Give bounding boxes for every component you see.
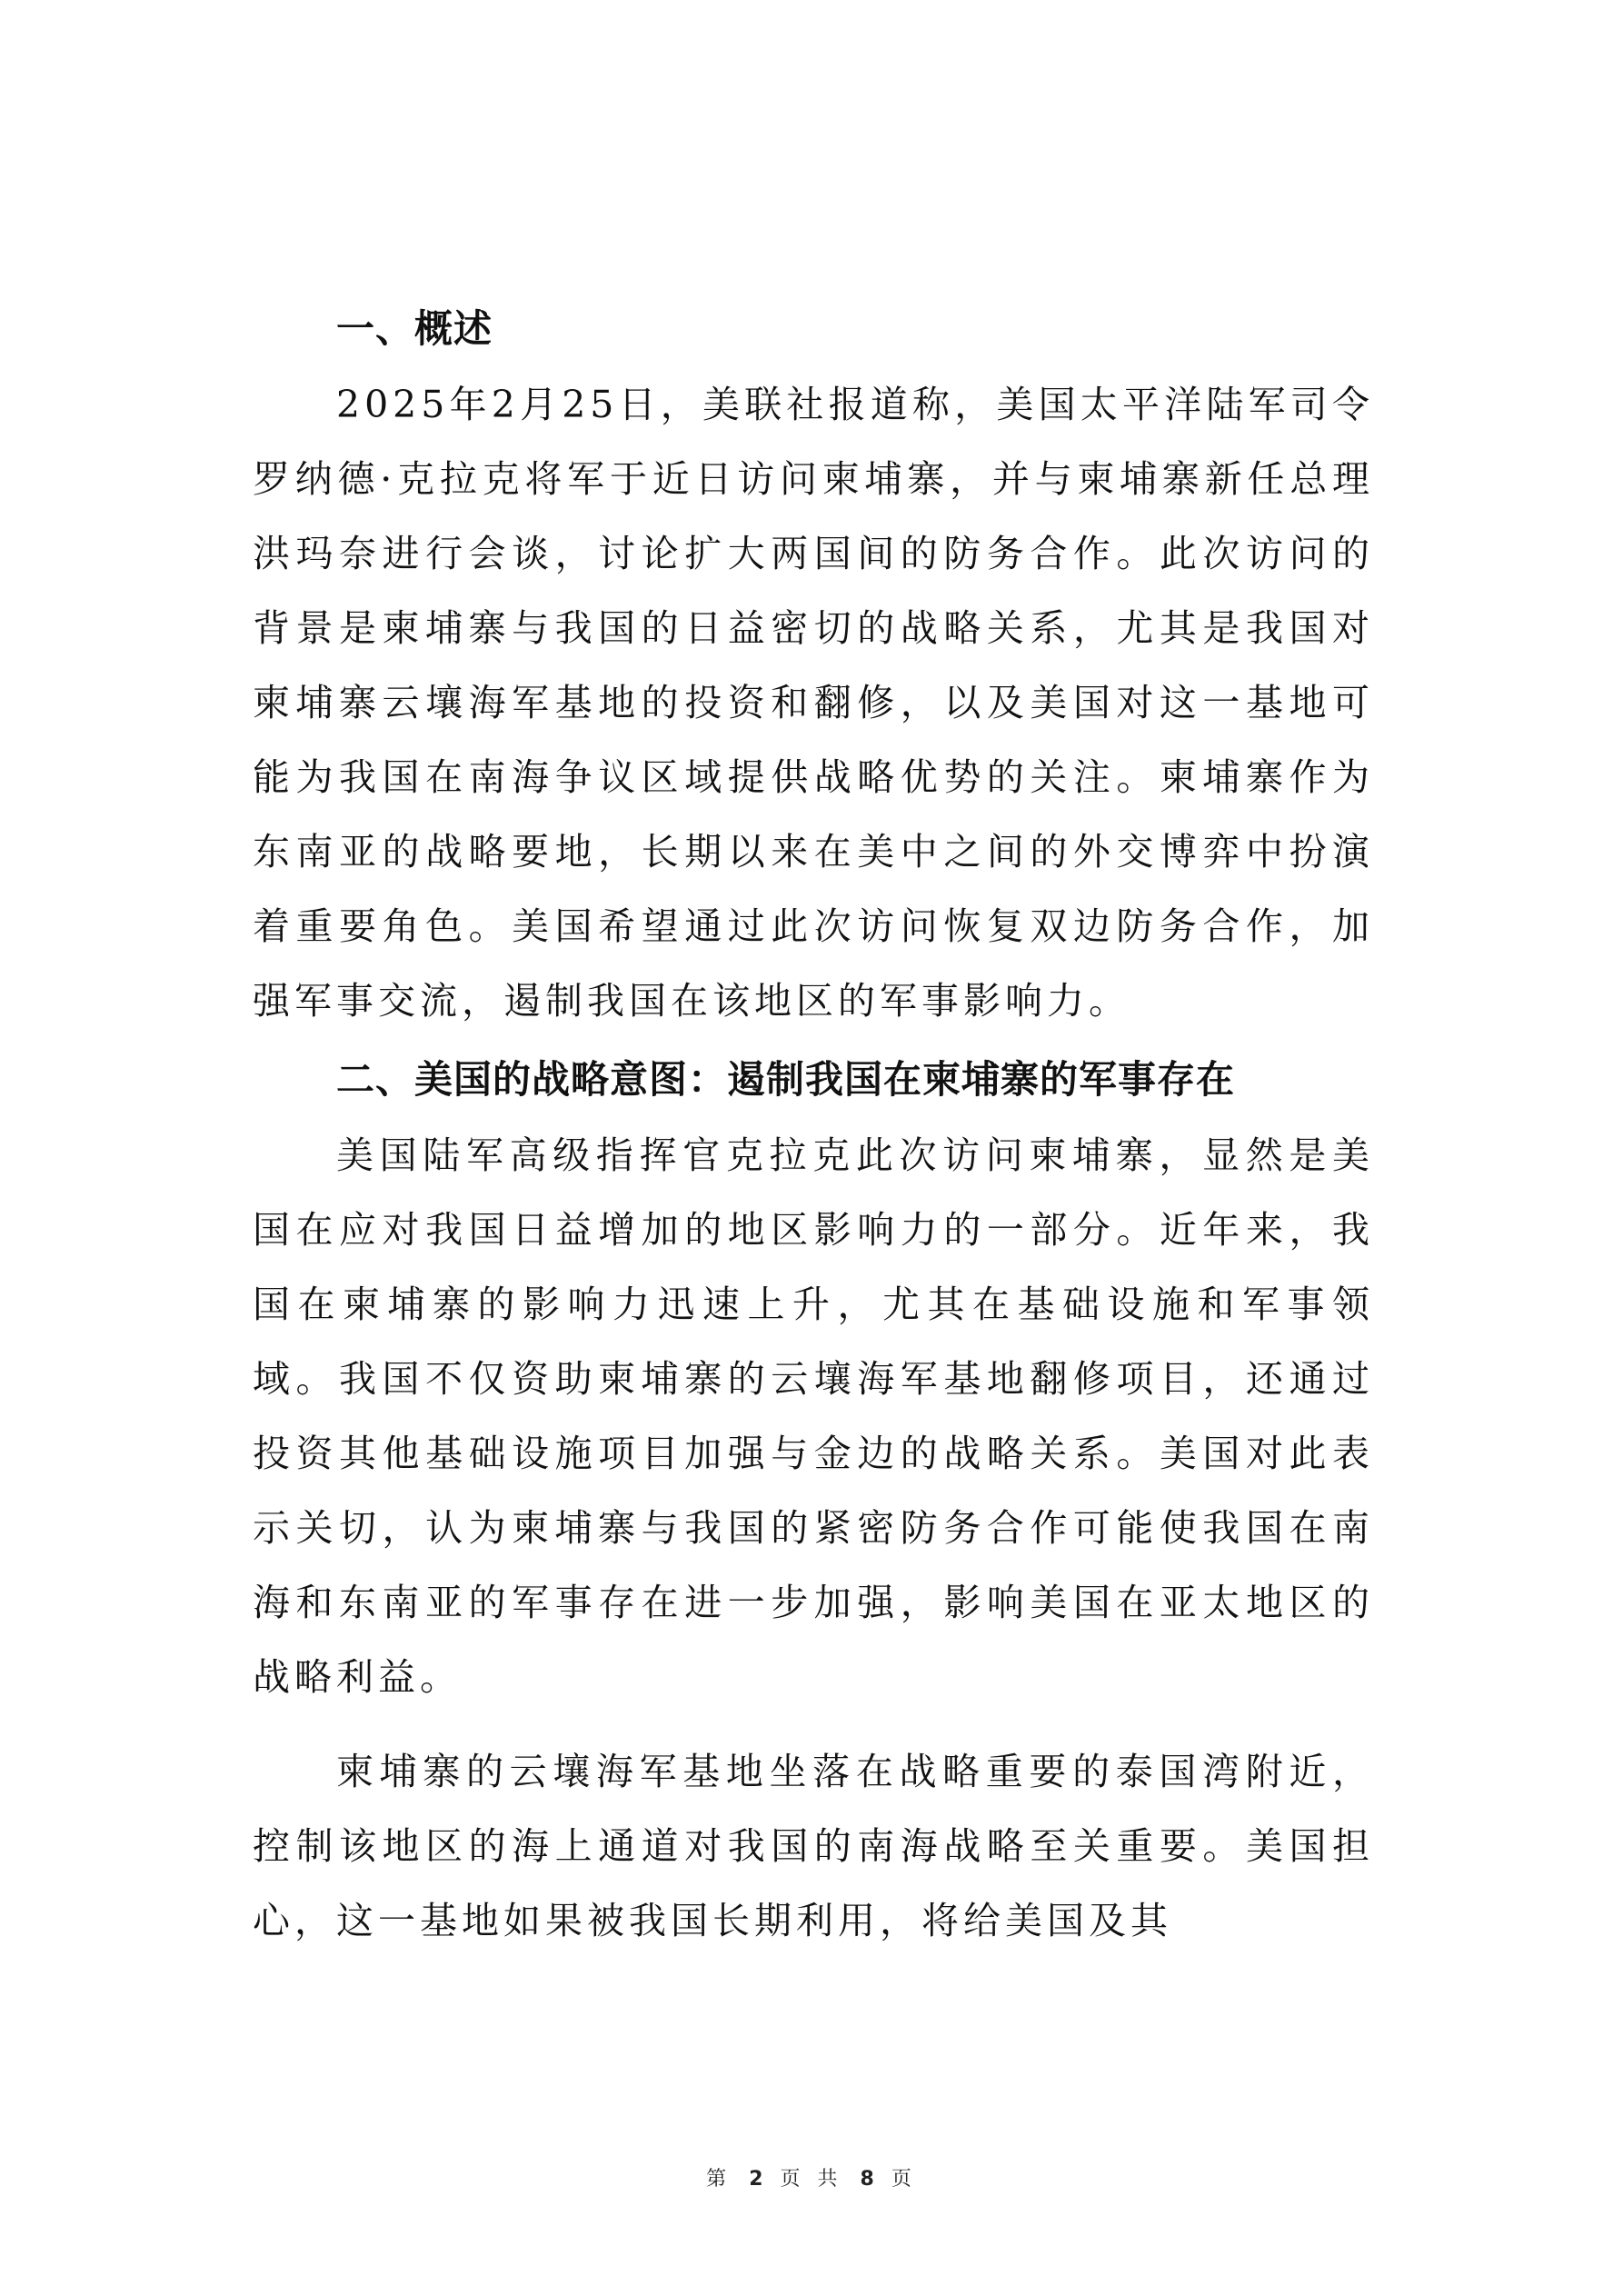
page-footer <box>0 2163 1623 2191</box>
paragraph-strategic-intent-1: 美国陆军高级指挥官克拉克此次访问柬埔寨，显然是美国在应对我国日益增加的地区影响力的一部分。近年来，我国在柬埔寨的影响力迅速上升，尤其在基础设施和军事领域。我国不仅资助柬埔寨的云壤海军基地翻修项目，还通过投资其他基础设施项目加强与金边的战略关系。美国对此表示关切，认为柬埔寨与我国的紧密防务合作可能使我国在南海和东南亚的军事存在进一步加强，影响美国在亚太地区的战略利益。 <box>253 1133 1374 1699</box>
document-body <box>253 291 1374 1958</box>
total-page-number: 8 <box>860 2168 874 2191</box>
footer-middle: 页 共 <box>780 2168 843 2191</box>
paragraph-strategic-intent-2: 柬埔寨的云壤海军基地坐落在战略重要的泰国湾附近，控制该地区的海上通道对我国的南海战略至关重要。美国担心，这一基地如果被我国长期利用，将给美国及其 <box>253 1750 1374 1942</box>
section-heading-strategic-intent: 二、美国的战略意图：遏制我国在柬埔寨的军事存在 <box>336 1057 1236 1102</box>
footer-prefix: 第 <box>706 2168 732 2191</box>
footer-suffix: 页 <box>891 2168 917 2191</box>
section-heading-overview: 一、概述 <box>336 306 493 351</box>
paragraph-overview: 2025年2月25日，美联社报道称，美国太平洋陆军司令罗纳德·克拉克将军于近日访问柬埔寨，并与柬埔寨新任总理洪玛奈进行会谈，讨论扩大两国间的防务合作。此次访问的背景是柬埔寨与我国的日益密切的战略关系，尤其是我国对柬埔寨云壤海军基地的投资和翻修，以及美国对这一基地可能为我国在南海争议区域提供战略优势的关注。柬埔寨作为东南亚的战略要地，长期以来在美中之间的外交博弈中扮演着重要角色。美国希望通过此次访问恢复双边防务合作，加强军事交流，遏制我国在该地区的军事影响力。 <box>253 383 1374 1023</box>
current-page-number: 2 <box>749 2168 763 2191</box>
